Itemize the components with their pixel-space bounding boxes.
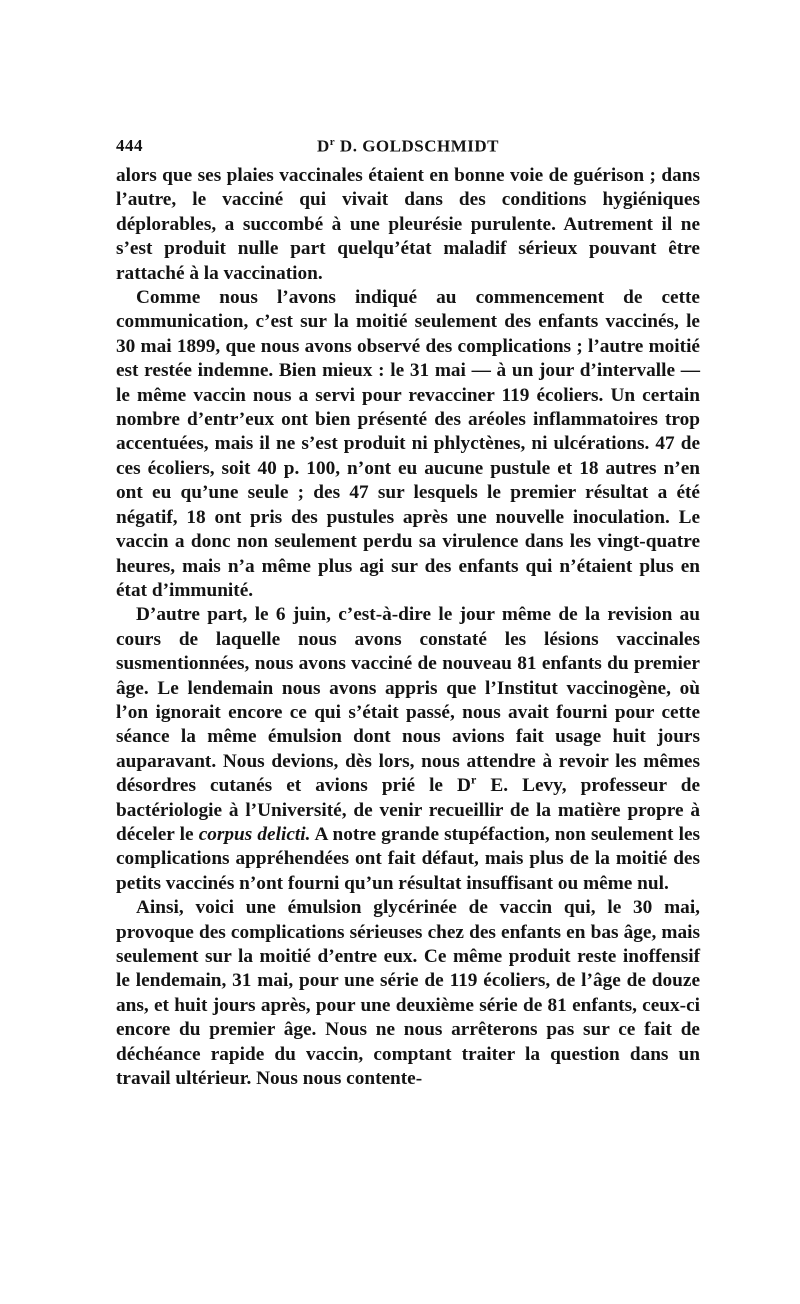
body-text: [116, 164, 700, 1091]
paragraph-3-part-c: A notre grande stupéfaction, non seulement les complications appréhendées ont fait défaut, mais plus de la moitié des petits vaccinés n’ont fourni qu’un résultat insuffisant ou même nul.: [116, 823, 701, 894]
paragraph-4: Ainsi, voici une émulsion glycérinée de vaccin qui, le 30 mai, provoque des complications sérieuses chez des enfants en bas âge, mais seulement sur la moitié d’entre eux. Ce même produit reste inoffensif le lendemain, 31 mai, pour une série de 119 écoliers, de l’âge de douze ans, et huit jours après, pour une deuxième série de 81 enfants, ceux-ci encore du premier âge. Nous ne nous arrêterons pas sur ce fait de déchéance rapide du vaccin, comptant traiter la question dans un travail ultérieur. Nous nous contente-: [116, 897, 700, 1090]
author-superscript: r: [329, 136, 336, 148]
header-title: [116, 136, 700, 157]
author-name: D. GOLDSCHMIDT: [335, 136, 499, 156]
page-number: 444: [116, 136, 143, 155]
paragraph-3: [116, 603, 700, 896]
doctor-superscript: r: [470, 772, 477, 787]
paragraph-1: alors que ses plaies vaccinales étaient en bonne voie de guérison ; dans l’autre, le vacciné qui vivait dans des conditions hygiéniques déplorables, a succombé à une pleurésie purulente. Autrement il ne s’est produit nulle part quelqu’état maladif sérieux pouvant être rattaché à la vaccination.: [116, 165, 700, 284]
paragraph-3-part-b: E. Levy, professeur de bactériologie à l’Université, de venir recueillir de la matière propre à déceler le: [116, 775, 701, 845]
corpus-delicti-italic: corpus delicti.: [198, 823, 311, 845]
author-prefix: D: [317, 136, 330, 156]
book-page: [116, 134, 700, 1091]
paragraph-3-part-a: D’autre part, le 6 juin, c’est-à-dire le jour même de la revision au cours de laquelle nous avons constaté les lésions vaccinales susmentionnées, nous avons vacciné de nouveau 81 enfants du premier âge. Le lendemain nous avons appris que l’Institut vaccinogène, où l’on ignorait encore ce qui s’était passé, nous avait fourni pour cette séance la même émulsion dont nous avions fait usage huit jours auparavant. Nous devions, dès lors, nous attendre à revoir les mêmes désordres cutanés et avions prié le D: [116, 604, 700, 797]
paragraph-2: Comme nous l’avons indiqué au commencement de cette communication, c’est sur la moitié seulement des enfants vaccinés, le 30 mai 1899, que nous avons observé des complications ; l’autre moitié est restée indemne. Bien mieux : le 31 mai — à un jour d’intervalle — le même vaccin nous a servi pour revacciner 119 écoliers. Un certain nombre d’entr’eux ont bien présenté des aréoles inflammatoires trop accentuées, mais il ne s’est produit ni phlyctènes, ni ulcérations. 47 de ces écoliers, soit 40 p. 100, n’ont eu aucune pustule et 18 autres n’en ont eu qu’une seule ; des 47 sur lesquels le premier résultat a été négatif, 18 ont pris des pustules après une nouvelle inoculation. Le vaccin a donc non seulement perdu sa virulence dans les vingt-quatre heures, mais n’a même plus agi sur des enfants qui n’étaient plus en état d’immunité.: [116, 287, 700, 601]
running-head: [116, 134, 700, 164]
